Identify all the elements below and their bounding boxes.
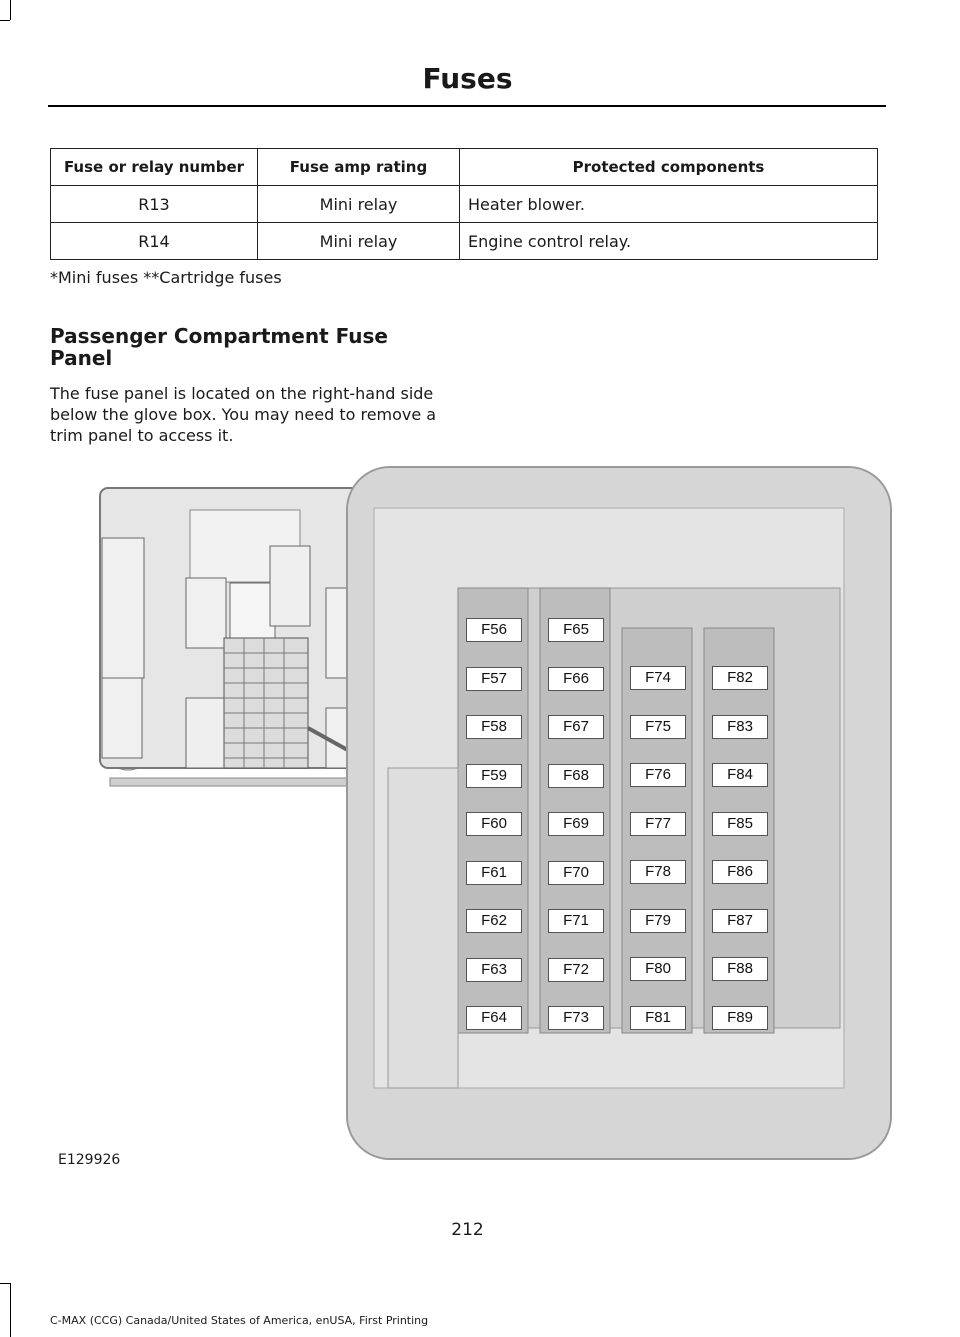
fuse-label: F73 <box>548 1006 604 1030</box>
fuse-label: F89 <box>712 1006 768 1030</box>
column-header: Protected components <box>460 149 878 186</box>
table-cell: R13 <box>51 186 258 223</box>
fuse-label: F57 <box>466 667 522 691</box>
fuse-label: F88 <box>712 957 768 981</box>
fuse-label: F68 <box>548 764 604 788</box>
fuse-label: F72 <box>548 958 604 982</box>
crop-mark <box>10 1283 11 1337</box>
page-number: 212 <box>451 1220 484 1240</box>
header-rule <box>48 105 886 107</box>
fuse-label: F64 <box>466 1006 522 1030</box>
fuse-label: F82 <box>712 666 768 690</box>
fuse-label: F62 <box>466 909 522 933</box>
fuse-label: F67 <box>548 715 604 739</box>
fuse-label: F75 <box>630 715 686 739</box>
fuse-label: F69 <box>548 812 604 836</box>
fuse-label: F59 <box>466 764 522 788</box>
fuse-label: F70 <box>548 861 604 885</box>
fuse-label: F86 <box>712 860 768 884</box>
section-body: The fuse panel is located on the right-hand side below the glove box. You may need to remove a trim panel to access it. <box>50 384 437 445</box>
section-heading: Passenger Compartment Fuse Panel <box>50 324 388 370</box>
fuse-label: F65 <box>548 618 604 642</box>
fuse-label: F71 <box>548 909 604 933</box>
fuse-panel-figure <box>50 460 895 1165</box>
figure-code: E129926 <box>58 1152 121 1168</box>
fuse-label: F84 <box>712 763 768 787</box>
fuse-label: F74 <box>630 666 686 690</box>
table-cell: Engine control relay. <box>460 223 878 260</box>
column-header: Fuse amp rating <box>258 149 460 186</box>
fuse-label: F85 <box>712 812 768 836</box>
fuse-label: F79 <box>630 909 686 933</box>
fuse-label: F56 <box>466 618 522 642</box>
fuse-label: F58 <box>466 715 522 739</box>
table-cell: R14 <box>51 223 258 260</box>
fuse-label: F83 <box>712 715 768 739</box>
fuse-label: F81 <box>630 1006 686 1030</box>
table-row <box>51 223 878 260</box>
edition-footer: C-MAX (CCG) Canada/United States of America, enUSA, First Printing <box>50 1314 429 1327</box>
crop-mark <box>0 1283 10 1284</box>
fuse-label: F61 <box>466 861 522 885</box>
page-title: Fuses <box>422 62 513 95</box>
table-cell: Mini relay <box>258 223 460 260</box>
table-header-row <box>51 149 878 186</box>
fuse-panel-detail <box>346 466 892 1160</box>
table-footnote: *Mini fuses **Cartridge fuses <box>50 268 282 287</box>
fuse-panel-background <box>348 468 890 1158</box>
fuse-label: F60 <box>466 812 522 836</box>
fuse-label: F80 <box>630 957 686 981</box>
fuse-label: F87 <box>712 909 768 933</box>
fuse-label: F66 <box>548 667 604 691</box>
crop-mark <box>10 0 11 20</box>
table-cell: Mini relay <box>258 186 460 223</box>
column-header: Fuse or relay number <box>51 149 258 186</box>
fuse-module-illustration <box>90 478 380 788</box>
fuse-label: F78 <box>630 860 686 884</box>
table-cell: Heater blower. <box>460 186 878 223</box>
fuse-label: F63 <box>466 958 522 982</box>
fuse-table <box>50 148 878 260</box>
crop-mark <box>0 20 10 21</box>
fuse-label: F76 <box>630 763 686 787</box>
fuse-label: F77 <box>630 812 686 836</box>
table-row <box>51 186 878 223</box>
